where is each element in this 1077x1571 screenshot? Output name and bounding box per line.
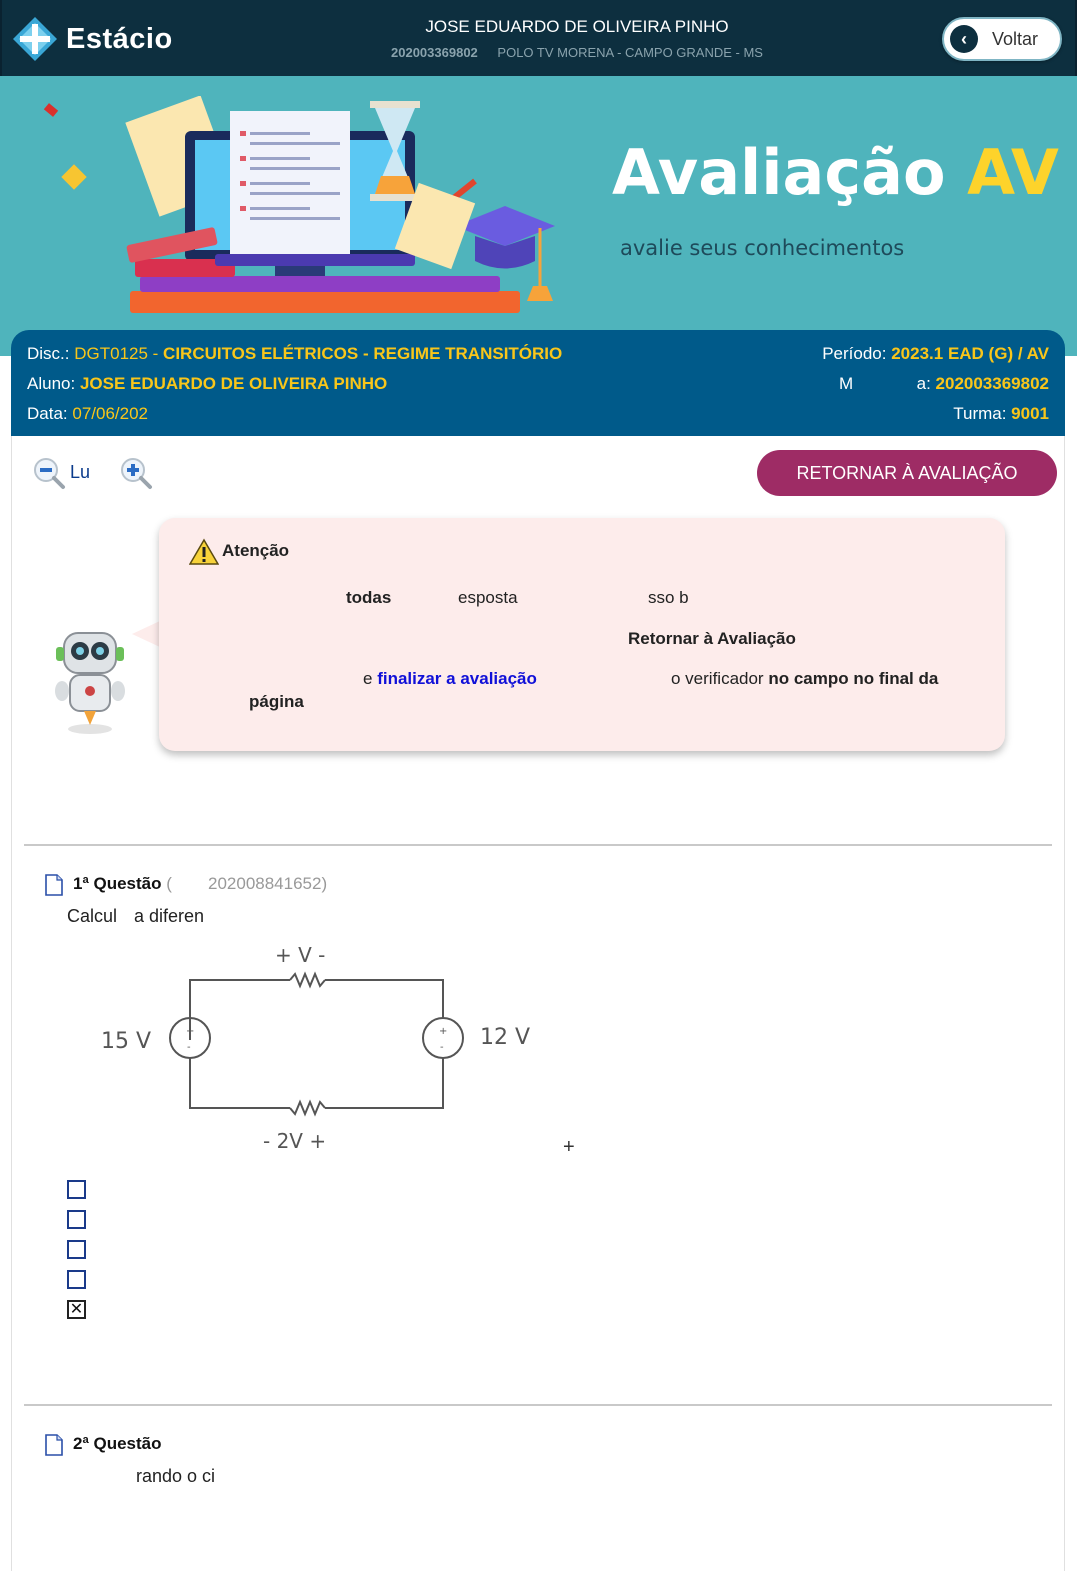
attention-line3-a: e: [363, 669, 378, 688]
question-1-code: 202008841652): [208, 874, 328, 893]
checked-x-icon: ✕: [69, 1300, 84, 1318]
svg-text:+: +: [439, 1026, 448, 1037]
disc-code: DGT0125 -: [74, 344, 164, 363]
attention-line3: [363, 669, 537, 689]
attention-line2-bold: Retornar à Avaliação: [628, 629, 796, 648]
attention-line3-right: [671, 669, 938, 689]
question-2-title: [73, 1434, 162, 1454]
disc-name: CIRCUITOS ELÉTRICOS - REGIME TRANSITÓRIO: [163, 344, 563, 363]
turma-label: Turma:: [953, 404, 1012, 423]
attention-line3-b: o verificador: [671, 669, 769, 688]
question-1-title: [73, 874, 172, 894]
periodo-row: [822, 344, 1049, 364]
question-2-number: 2ª Questão: [73, 1434, 162, 1453]
banner-subtitle: avalie seus conhecimentos: [620, 236, 905, 260]
data-row: [27, 404, 148, 424]
zoom-out-icon[interactable]: [32, 456, 66, 490]
svg-text:+: +: [186, 1026, 195, 1037]
attention-line1-a: esposta: [458, 588, 518, 607]
user-polo: POLO TV MORENA - CAMPO GRANDE - MS: [497, 45, 763, 60]
attention-line1-bold: todas: [346, 588, 392, 607]
warning-icon: [189, 538, 219, 566]
option-checkbox-d[interactable]: [67, 1270, 86, 1289]
aluno-row: [27, 374, 387, 394]
periodo-label: Período:: [822, 344, 892, 363]
attention-line3-bold: no campo no final da: [768, 669, 939, 688]
user-name: JOSE EDUARDO DE OLIVEIRA PINHO: [425, 17, 729, 36]
back-button[interactable]: [942, 17, 1062, 61]
education-illustration: [35, 96, 595, 336]
user-subinfo: [302, 45, 852, 60]
document-icon: [44, 1434, 64, 1456]
disc-label: Disc.:: [27, 344, 75, 363]
return-to-evaluation-button[interactable]: RETORNAR À AVALIAÇÃO: [757, 450, 1057, 496]
discipline-info: [11, 330, 1065, 436]
banner: [0, 76, 1077, 356]
attention-line1-b: sso b: [648, 588, 689, 607]
matricula-row: [917, 374, 1049, 394]
question-1-open-paren: (: [161, 874, 172, 893]
banner-title-main: Avaliação: [612, 136, 968, 209]
data-value: 07/06/202: [72, 404, 148, 423]
circuit-diagram: [95, 940, 555, 1160]
separator: [24, 844, 1052, 846]
chevron-left-icon: ‹: [950, 25, 978, 53]
turma-row: [953, 404, 1049, 424]
attention-line4-bold: página: [249, 692, 304, 711]
svg-text:-: -: [440, 1042, 444, 1053]
option-checkbox-a[interactable]: [67, 1180, 86, 1199]
svg-text:-: -: [187, 1042, 191, 1053]
estacio-logo-icon: [12, 16, 58, 62]
question-2-text-a: rando o ci: [136, 1466, 216, 1486]
turma-value: 9001: [1011, 404, 1049, 423]
circuit-right-label: 12 V: [480, 1025, 531, 1050]
back-button-label: Voltar: [992, 28, 1039, 49]
aluno-label: Aluno:: [27, 374, 80, 393]
question-1-text-b: a diferen: [134, 906, 205, 926]
zoom-in-icon[interactable]: [119, 456, 153, 490]
top-bar: [0, 0, 1077, 76]
question-1-text-a: Calcul: [67, 906, 118, 926]
mat-label-a: M: [839, 374, 854, 393]
user-matricula: 202003369802: [391, 45, 478, 60]
attention-title: Atenção: [222, 541, 290, 560]
mat-value: 202003369802: [935, 374, 1049, 393]
zoom-level-text: Lu: [70, 462, 91, 482]
data-label: Data:: [27, 404, 73, 423]
document-icon: [44, 874, 64, 896]
stray-mark: +: [563, 1136, 575, 1158]
attention-pointer: [132, 620, 162, 648]
circuit-bottom-label: - 2V +: [263, 1129, 327, 1153]
disc-row: [27, 344, 562, 364]
option-checkbox-e[interactable]: [67, 1300, 86, 1319]
aluno-value: JOSE EDUARDO DE OLIVEIRA PINHO: [79, 374, 388, 393]
estacio-logo-text: Estácio: [66, 22, 173, 55]
mat-label-b: a:: [916, 374, 936, 393]
banner-title-accent: AV: [967, 136, 1059, 209]
banner-title: [612, 136, 1059, 209]
question-1-number: 1ª Questão: [73, 874, 162, 893]
estacio-logo[interactable]: [12, 16, 173, 62]
option-checkbox-c[interactable]: [67, 1240, 86, 1259]
finalize-evaluation-link[interactable]: finalizar a avaliação: [377, 669, 537, 688]
option-checkbox-b[interactable]: [67, 1210, 86, 1229]
circuit-top-label: + V -: [275, 943, 326, 967]
robot-mascot-icon: [50, 625, 130, 735]
circuit-left-label: 15 V: [101, 1029, 152, 1054]
separator: [24, 1404, 1052, 1406]
periodo-value: 2023.1 EAD (G) / AV: [891, 344, 1049, 363]
